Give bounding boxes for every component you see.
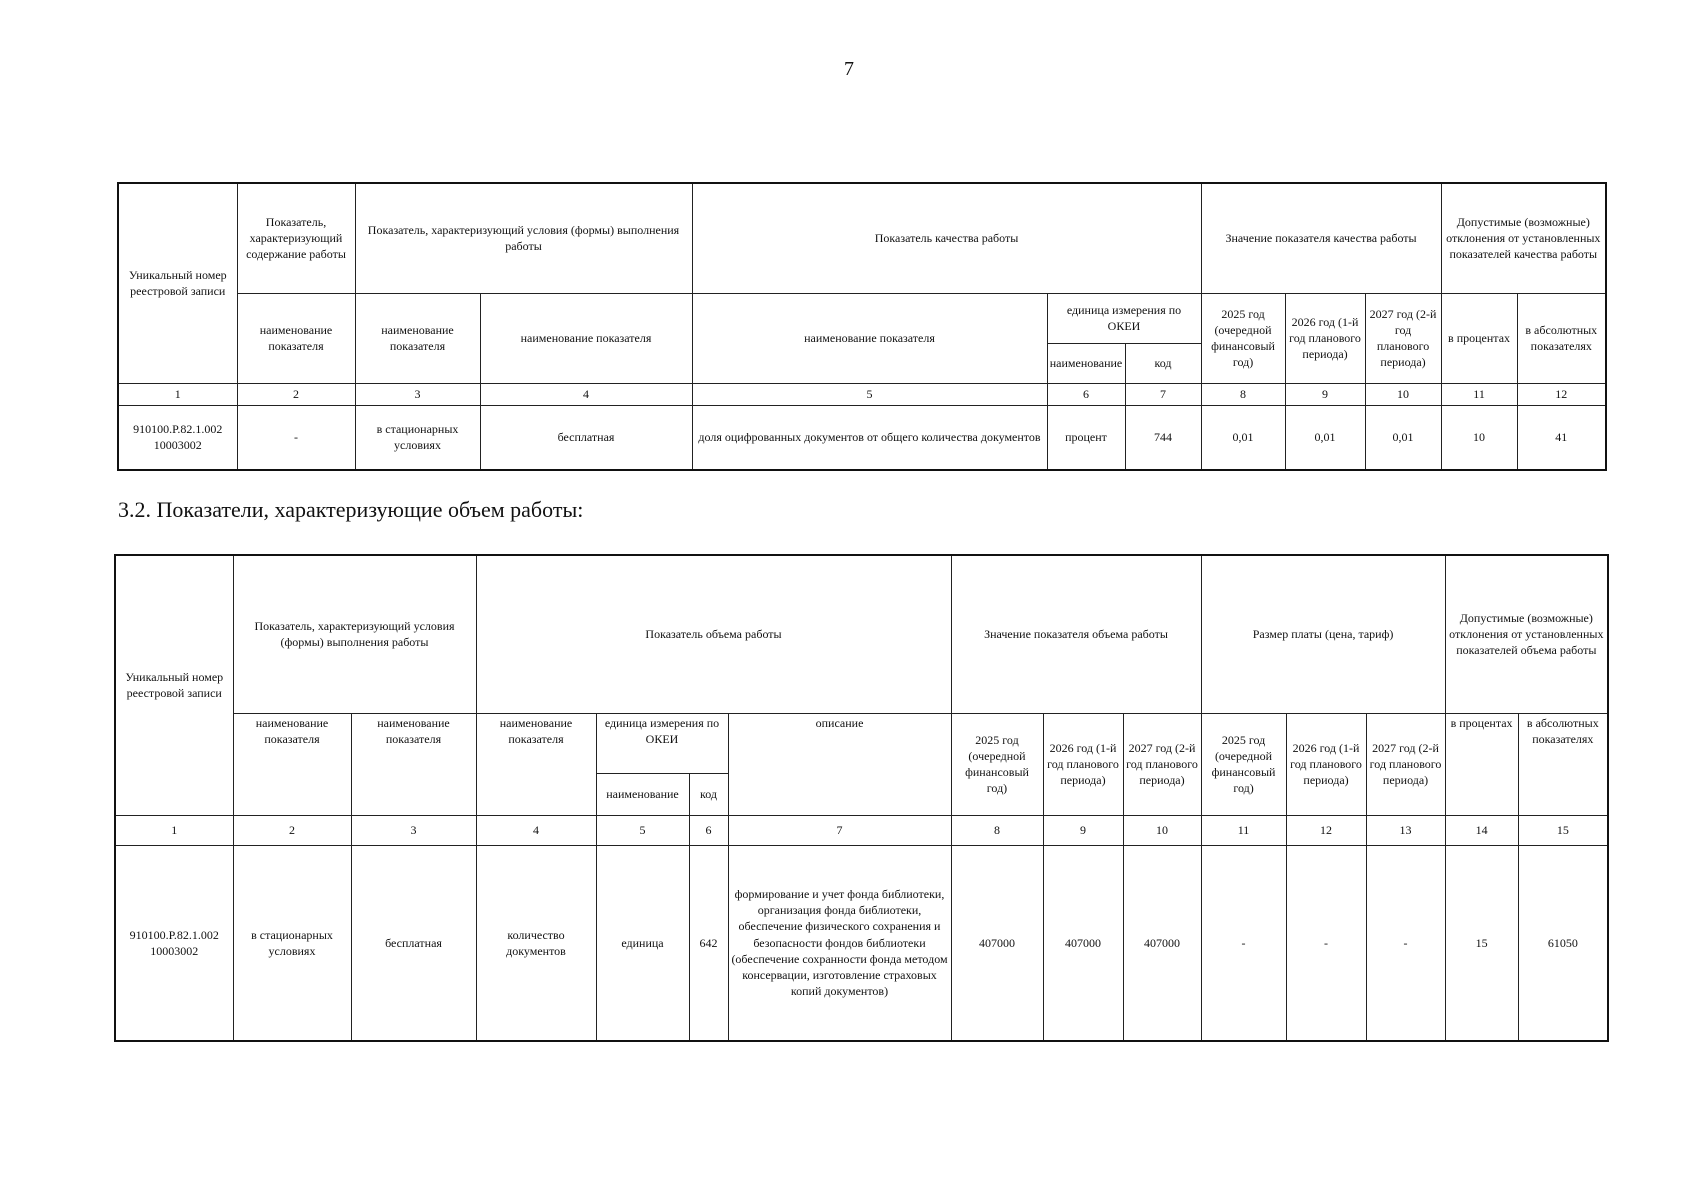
header-row-1 (118, 183, 1606, 293)
page-number: 7 (844, 58, 854, 80)
header-fee: Размер платы (цена, тариф) (1201, 555, 1445, 713)
unit-name-value: единица (596, 845, 689, 1041)
header-deviations: Допустимые (возможные) отклонения от установленных показателей объема работы (1445, 555, 1608, 713)
column-number: 6 (689, 815, 728, 845)
deviation-absolute: 41 (1517, 405, 1606, 470)
quality-indicators-table (117, 182, 1607, 471)
condition-1-value: в стационарных условиях (355, 405, 480, 470)
header-condition-name-2: наименование показателя (351, 713, 476, 815)
column-number: 14 (1445, 815, 1518, 845)
column-number: 13 (1366, 815, 1445, 845)
header-okei-name: наименование (1047, 343, 1125, 383)
registry-number: 910100.Р.82.1.002 10003002 (118, 405, 237, 470)
header-condition-name-1: наименование показателя (355, 293, 480, 383)
column-number: 1 (115, 815, 233, 845)
header-in-percent: в процентах (1445, 713, 1518, 815)
column-number: 3 (355, 383, 480, 405)
header-quality-indicator: Показатель качества работы (692, 183, 1201, 293)
value-2025: 407000 (951, 845, 1043, 1041)
header-indicator-name: наименование показателя (692, 293, 1047, 383)
header-content-name: наименование показателя (237, 293, 355, 383)
fee-2026: - (1286, 845, 1366, 1041)
description-value: формирование и учет фонда библиотеки, организация фонда библиотеки, обеспечение физического сохранения и безопасности фондов библиотеки (обеспечение сохранности фонда методом консервации, изготовление страховых копий документов) (728, 845, 951, 1041)
table-row (118, 405, 1606, 470)
header-volume-indicator: Показатель объема работы (476, 555, 951, 713)
header-year-2026: 2026 год (1-й год планового периода) (1043, 713, 1123, 815)
header-in-absolute: в абсолютных показателях (1518, 713, 1608, 815)
column-number-row (115, 815, 1608, 845)
value-2026: 407000 (1043, 845, 1123, 1041)
header-year-2026: 2026 год (1-й год планового периода) (1285, 293, 1365, 383)
header-fee-2027: 2027 год (2-й год планового периода) (1366, 713, 1445, 815)
header-okei-unit: единица измерения по ОКЕИ (596, 713, 728, 773)
column-number: 9 (1043, 815, 1123, 845)
header-year-2027: 2027 год (2-й год планового периода) (1365, 293, 1441, 383)
header-deviations: Допустимые (возможные) отклонения от установленных показателей качества работы (1441, 183, 1606, 293)
header-in-absolute: в абсолютных показателях (1517, 293, 1606, 383)
header-content-indicator: Показатель, характеризующий содержание работы (237, 183, 355, 293)
indicator-name-value: доля оцифрованных документов от общего количества документов (692, 405, 1047, 470)
header-indicator-name: наименование показателя (476, 713, 596, 815)
header-conditions-indicator: Показатель, характеризующий условия (формы) выполнения работы (355, 183, 692, 293)
column-number: 8 (951, 815, 1043, 845)
value-2025: 0,01 (1201, 405, 1285, 470)
registry-number: 910100.Р.82.1.002 10003002 (115, 845, 233, 1041)
header-year-2025: 2025 год (очередной финансовый год) (951, 713, 1043, 815)
header-year-2025: 2025 год (очередной финансовый год) (1201, 293, 1285, 383)
value-2027: 407000 (1123, 845, 1201, 1041)
header-in-percent: в процентах (1441, 293, 1517, 383)
column-number: 11 (1201, 815, 1286, 845)
column-number: 11 (1441, 383, 1517, 405)
header-conditions-indicator: Показатель, характеризующий условия (формы) выполнения работы (233, 555, 476, 713)
unit-name-value: процент (1047, 405, 1125, 470)
value-2027: 0,01 (1365, 405, 1441, 470)
header-condition-name-2: наименование показателя (480, 293, 692, 383)
deviation-percent: 10 (1441, 405, 1517, 470)
column-number: 3 (351, 815, 476, 845)
column-number: 15 (1518, 815, 1608, 845)
condition-1-value: в стационарных условиях (233, 845, 351, 1041)
header-volume-value: Значение показателя объема работы (951, 555, 1201, 713)
header-fee-2026: 2026 год (1-й год планового периода) (1286, 713, 1366, 815)
header-year-2027: 2027 год (2-й год планового периода) (1123, 713, 1201, 815)
column-number: 4 (476, 815, 596, 845)
header-okei-name: наименование (596, 773, 689, 815)
header-okei-code: код (689, 773, 728, 815)
header-row-2 (118, 293, 1606, 343)
column-number: 5 (596, 815, 689, 845)
deviation-percent: 15 (1445, 845, 1518, 1041)
column-number: 5 (692, 383, 1047, 405)
header-okei-unit: единица измерения по ОКЕИ (1047, 293, 1201, 343)
header-quality-value: Значение показателя качества работы (1201, 183, 1441, 293)
column-number: 6 (1047, 383, 1125, 405)
value-2026: 0,01 (1285, 405, 1365, 470)
condition-2-value: бесплатная (480, 405, 692, 470)
column-number-row (118, 383, 1606, 405)
header-fee-2025: 2025 год (очередной финансовый год) (1201, 713, 1286, 815)
header-unique-number: Уникальный номер реестровой записи (118, 183, 237, 383)
deviation-absolute: 61050 (1518, 845, 1608, 1041)
column-number: 7 (728, 815, 951, 845)
column-number: 12 (1286, 815, 1366, 845)
column-number: 9 (1285, 383, 1365, 405)
header-row-1 (115, 555, 1608, 713)
volume-indicators-table (114, 554, 1609, 1042)
header-row-2 (115, 713, 1608, 773)
content-value: - (237, 405, 355, 470)
header-okei-code: код (1125, 343, 1201, 383)
fee-2027: - (1366, 845, 1445, 1041)
fee-2025: - (1201, 845, 1286, 1041)
section-title: 3.2. Показатели, характеризующие объем работы: (118, 497, 584, 522)
unit-code-value: 642 (689, 845, 728, 1041)
column-number: 1 (118, 383, 237, 405)
column-number: 2 (237, 383, 355, 405)
column-number: 7 (1125, 383, 1201, 405)
column-number: 4 (480, 383, 692, 405)
header-description: описание (728, 713, 951, 815)
table-row (115, 845, 1608, 1041)
header-unique-number: Уникальный номер реестровой записи (115, 555, 233, 815)
indicator-name-value: количество документов (476, 845, 596, 1041)
condition-2-value: бесплатная (351, 845, 476, 1041)
column-number: 10 (1365, 383, 1441, 405)
header-condition-name-1: наименование показателя (233, 713, 351, 815)
column-number: 10 (1123, 815, 1201, 845)
column-number: 2 (233, 815, 351, 845)
column-number: 8 (1201, 383, 1285, 405)
column-number: 12 (1517, 383, 1606, 405)
unit-code-value: 744 (1125, 405, 1201, 470)
